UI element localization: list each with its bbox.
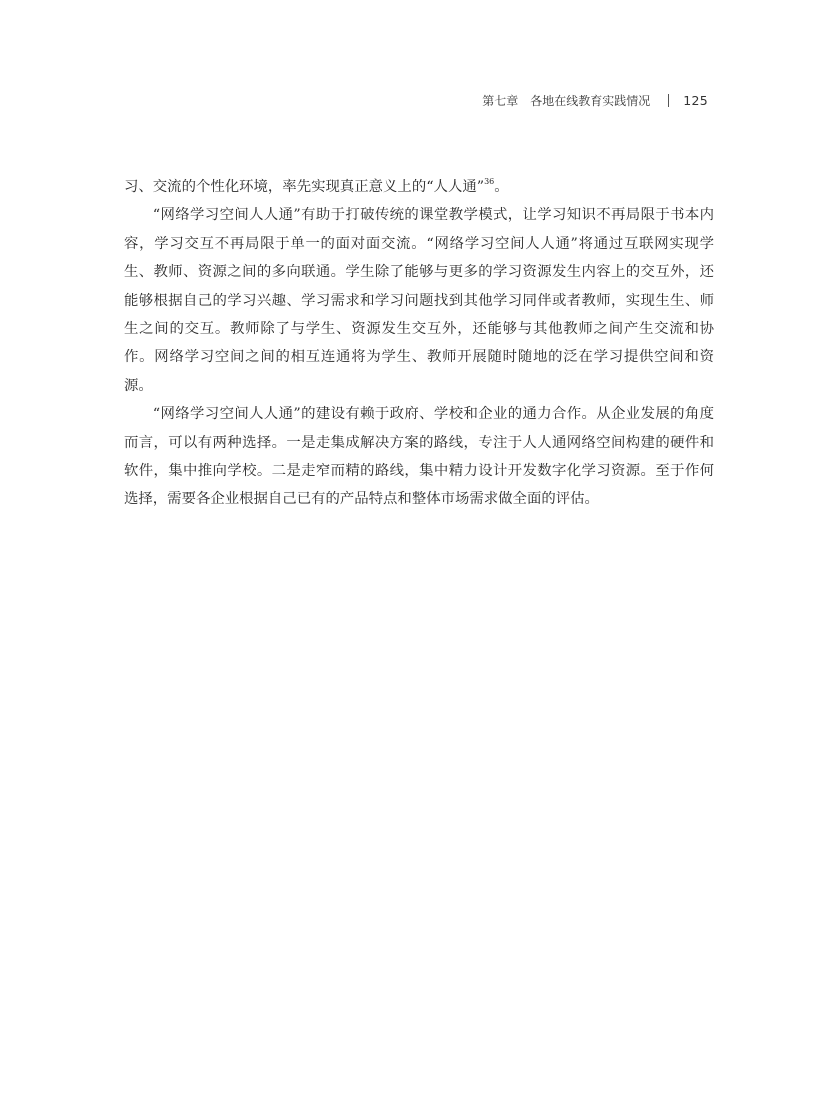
paragraph-1-text: 习、交流的个性化环境，率先实现真正意义上的“人人通” (124, 179, 485, 195)
chapter-number: 第七章 (482, 94, 519, 108)
running-header (482, 92, 708, 109)
page-number: 125 (683, 93, 708, 108)
paragraph-3: “网络学习空间人人通”的建设有赖于政府、学校和企业的通力合作。从企业发展的角度而言，可以有两种选择。一是走集成解决方案的路线，专注于人人通网络空间构建的硬件和软件，集中推向学校。二是走窄而精的路线，集中精力设计开发数字化学习资源。至于作何选择，需要各企业根据自己已有的产品特点和整体市场需求做全面的评估。 (124, 406, 714, 508)
footnote-marker[interactable]: 36 (484, 177, 495, 187)
body-text (124, 173, 714, 514)
chapter-title: 各地在线教育实践情况 (530, 94, 651, 108)
paragraph-continuation (124, 173, 714, 201)
paragraph-1-end: 。 (494, 179, 509, 195)
header-divider (668, 94, 669, 107)
paragraph-2: “网络学习空间人人通”有助于打破传统的课堂教学模式，让学习知识不再局限于书本内容，学习交互不再局限于单一的面对面交流。“网络学习空间人人通”将通过互联网实现学生、教师、资源之间的多向联通。学生除了能够与更多的学习资源发生内容上的交互外，还能够根据自己的学习兴趣、学习需求和学习问题找到其他学习同伴或者教师，实现生生、师生之间的交互。教师除了与学生、资源发生交互外，还能够与其他教师之间产生交流和协作。网络学习空间之间的相互连通将为学生、教师开展随时随地的泛在学习提供空间和资源。 (124, 207, 714, 394)
